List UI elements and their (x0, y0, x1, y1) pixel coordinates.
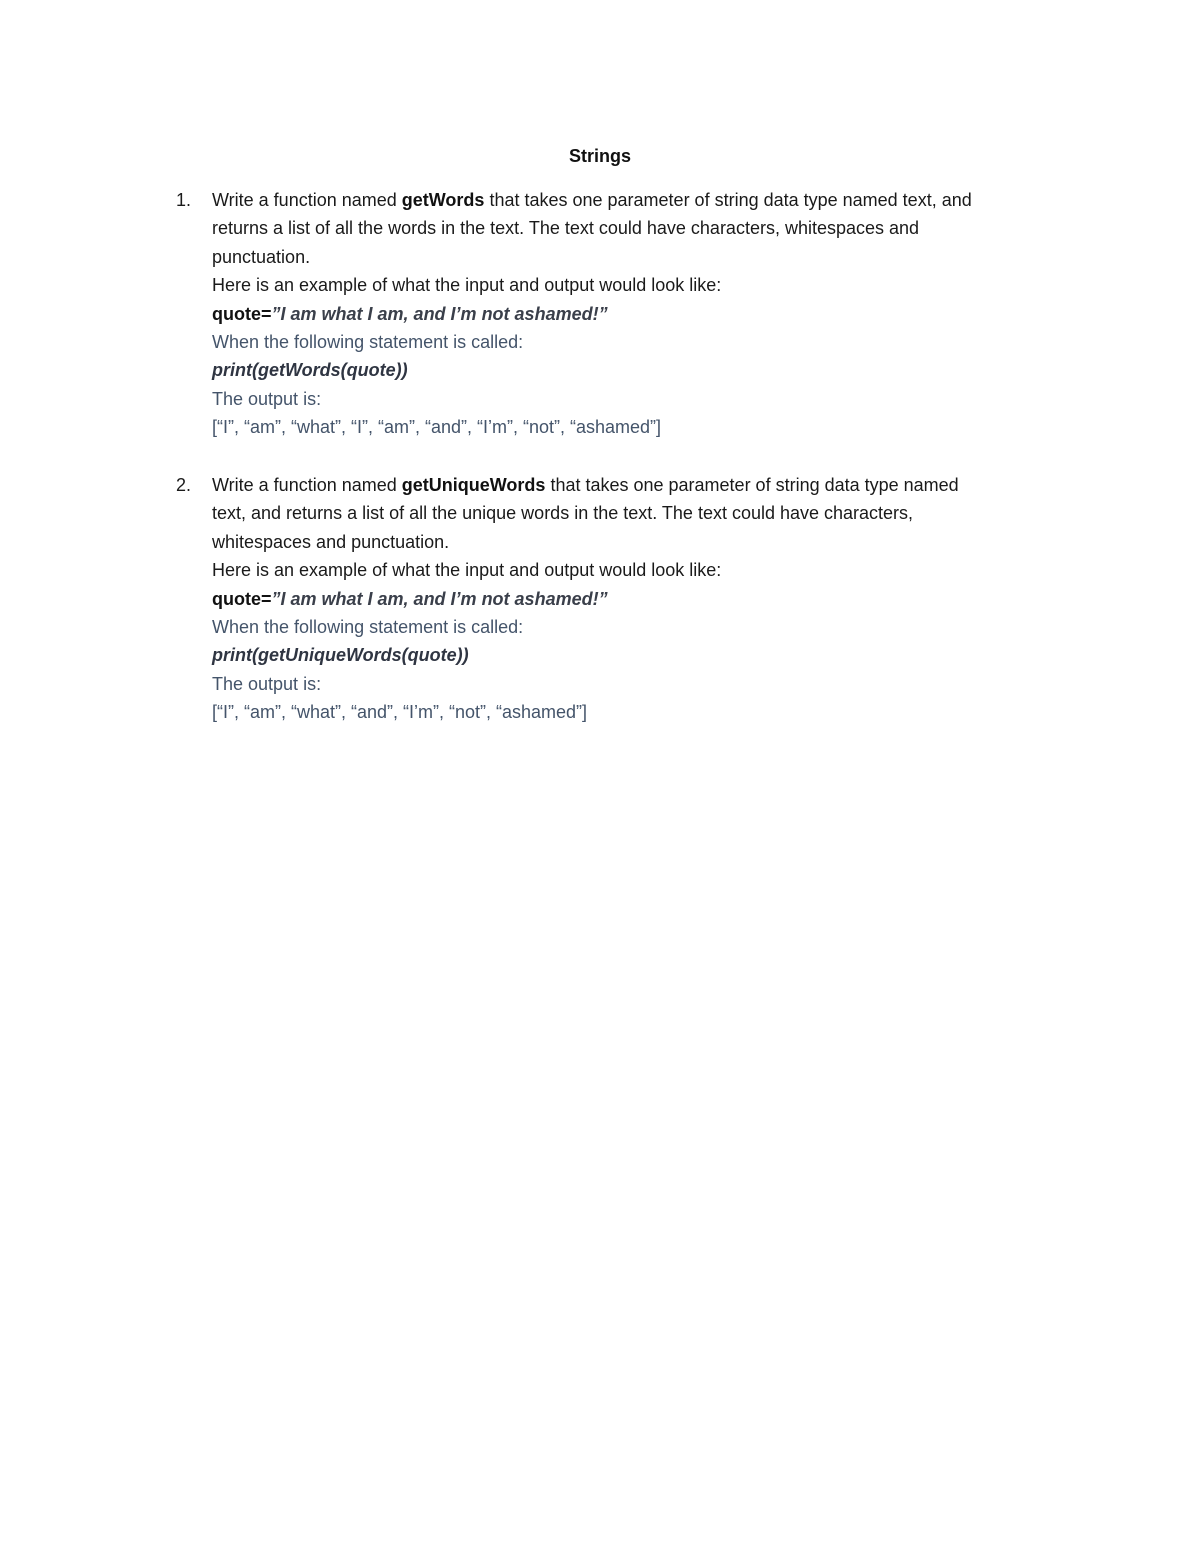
output-intro: The output is: (212, 673, 322, 694)
description-text: Write a function named (212, 190, 402, 210)
example-intro: Here is an example of what the input and output would look like: (212, 560, 722, 581)
call-intro: When the following statement is called: (212, 617, 524, 638)
function-name: getUniqueWords (401, 475, 546, 495)
output-value: [“I”, “am”, “what”, “and”, “I’m”, “not”, “ashamed”] (212, 702, 588, 723)
list-number: 1. (176, 190, 192, 210)
output-value: [“I”, “am”, “what”, “I”, “am”, “and”, “I’m”, “not”, “ashamed”] (212, 417, 662, 438)
description-line: returns a list of all the words in the text. The text could have characters, whitespaces and (212, 218, 920, 239)
quote-value: ”I am what I am, and I’m not ashamed!” (271, 588, 608, 609)
description-line: text, and returns a list of all the unique words in the text. The text could have characters, (212, 503, 914, 524)
description-line: whitespaces and punctuation. (212, 531, 450, 552)
description-line (212, 471, 1076, 499)
description-line (212, 186, 1076, 214)
quote-line (212, 300, 1076, 328)
function-call: print(getUniqueWords(quote)) (212, 645, 469, 666)
quote-label: quote= (212, 303, 272, 324)
quote-label: quote= (212, 588, 272, 609)
list-number: 2. (176, 475, 192, 495)
description-line: punctuation. (212, 246, 311, 267)
description-text: Write a function named (212, 475, 402, 495)
example-intro: Here is an example of what the input and output would look like: (212, 275, 722, 296)
description-text: that takes one parameter of string data type named text, and (484, 190, 972, 210)
item-body (212, 186, 1076, 442)
list-item (176, 186, 1076, 442)
call-intro: When the following statement is called: (212, 332, 524, 353)
item-body (212, 471, 1076, 727)
function-name: getWords (401, 190, 485, 210)
page-title: Strings (568, 146, 631, 166)
description-text: that takes one parameter of string data type named (545, 475, 959, 495)
function-call: print(getWords(quote)) (212, 360, 408, 381)
list-item (176, 471, 1076, 727)
quote-line (212, 585, 1076, 613)
quote-value: ”I am what I am, and I’m not ashamed!” (271, 303, 608, 324)
output-intro: The output is: (212, 388, 322, 409)
